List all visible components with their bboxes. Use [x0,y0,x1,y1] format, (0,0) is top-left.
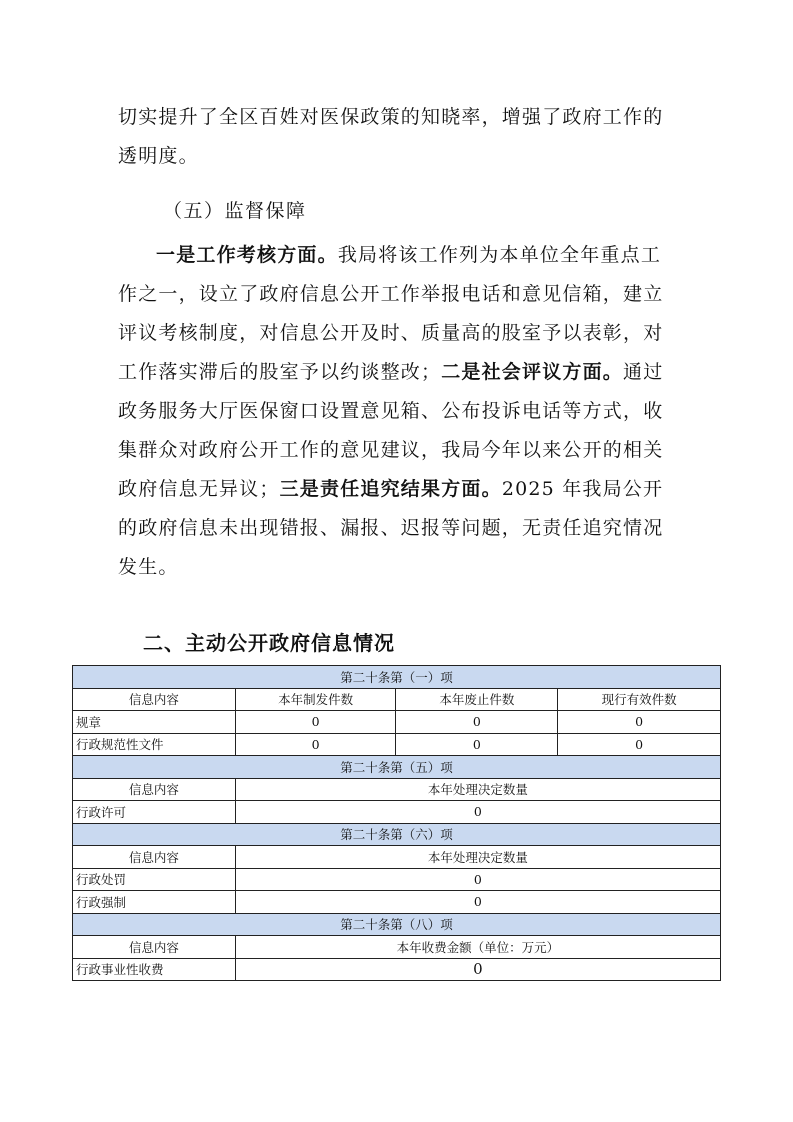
cell-value: 0 [558,733,721,756]
header-cell: 本年处理决定数量 [235,846,720,869]
table-band [73,666,721,689]
cell-value: 0 [235,868,720,891]
table-header-row [73,936,721,959]
header-cell: 本年收费金额（单位：万元） [235,936,720,959]
bold-phrase-1: 一是工作考核方面。 [156,244,338,266]
table-row [73,711,721,734]
header-cell: 本年制发件数 [235,688,396,711]
table-row [73,868,721,891]
supervision-paragraph [118,236,678,587]
table-header-row [73,778,721,801]
header-cell: 信息内容 [73,688,236,711]
header-cell: 现行有效件数 [558,688,721,711]
table-band [73,913,721,936]
table-band [73,823,721,846]
table-row [73,958,721,981]
table-row [73,733,721,756]
row-label: 行政处罚 [73,868,236,891]
cell-value: 0 [396,711,558,734]
band-article-20-1: 第二十条第（一）项 [73,666,721,689]
table-band [73,756,721,779]
row-label: 规章 [73,711,236,734]
paragraph-text-2: 通过政务服务大厅医保窗口设置意见箱、公布投诉电话等方式，收集群众对政府公开工作的意见建议，我局今年以来公开的相关政府信息无异议； [118,361,664,500]
table-header-row [73,846,721,869]
disclosure-table [72,665,721,981]
cell-value: 0 [235,711,396,734]
section-title: 二、主动公开政府信息情况 [143,631,395,655]
cell-value: 0 [558,711,721,734]
supervision-heading: （五）监督保障 [163,200,307,222]
bold-phrase-2: 二是社会评议方面。 [441,361,624,383]
row-label: 行政许可 [73,801,236,824]
header-cell: 信息内容 [73,936,236,959]
header-cell: 本年处理决定数量 [235,778,720,801]
band-article-20-5: 第二十条第（五）项 [73,756,721,779]
cell-value: 0 [235,801,720,824]
bold-phrase-3: 三是责任追究结果方面。 [279,478,502,500]
cell-value: 0 [235,958,720,981]
band-article-20-8: 第二十条第（八）项 [73,913,721,936]
table-row [73,801,721,824]
table-header-row [73,688,721,711]
paragraph-text-3: 2025 年我局公开的政府信息未出现错报、漏报、迟报等问题，无责任追究情况发生。 [118,478,664,578]
cell-value: 0 [235,891,720,914]
header-cell: 信息内容 [73,846,236,869]
intro-text: 切实提升了全区百姓对医保政策的知晓率，增强了政府工作的透明度。 [118,106,664,167]
table-row [73,891,721,914]
header-cell: 信息内容 [73,778,236,801]
header-cell: 本年废止件数 [396,688,558,711]
row-label: 行政强制 [73,891,236,914]
band-article-20-6: 第二十条第（六）项 [73,823,721,846]
row-label: 行政事业性收费 [73,958,236,981]
row-label: 行政规范性文件 [73,733,236,756]
cell-value: 0 [235,733,396,756]
cell-value: 0 [396,733,558,756]
paragraph-text-1: 我局将该工作列为本单位全年重点工作之一，设立了政府信息公开工作举报电话和意见信箱，建立评议考核制度，对信息公开及时、质量高的股室予以表彰，对工作落实滞后的股室予以约谈整改； [118,244,664,383]
intro-paragraph [118,98,678,176]
